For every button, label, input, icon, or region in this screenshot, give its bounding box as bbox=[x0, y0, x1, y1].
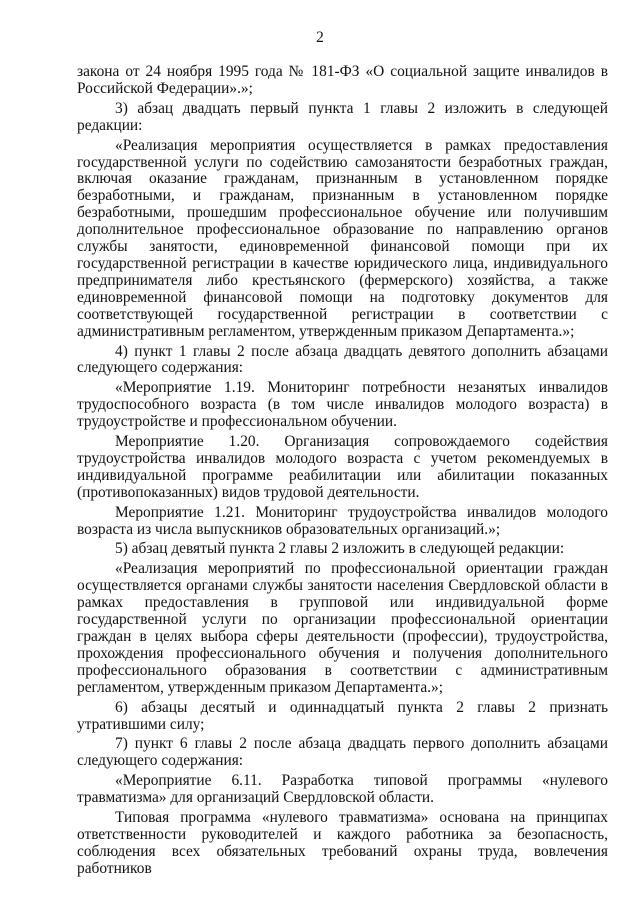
paragraph-measure-6-11: «Мероприятие 6.11. Разработка типовой программы «нулевого травматизма» для организаций Свердловской области. bbox=[77, 772, 608, 807]
paragraph-measure-1-19: «Мероприятие 1.19. Мониторинг потребности незанятых инвалидов трудоспособного возраста (в том числе инвалидов молодого возраста) в трудоустройстве и профессиональном обучении. bbox=[77, 379, 608, 431]
page-number: 2 bbox=[316, 29, 324, 46]
paragraph-law-reference: закона от 24 ноября 1995 года № 181-ФЗ «О социальной защите инвалидов в Российской Федерации».»; bbox=[77, 63, 608, 97]
document-body bbox=[77, 64, 608, 881]
paragraph-standard-program: Типовая программа «нулевого травматизма» основана на принципах ответственности руководителей и каждого работника за безопасность, соблюдения всех обязательных требований охраны труда, вовлечения работников bbox=[77, 809, 608, 877]
paragraph-measure-1-20: Мероприятие 1.20. Организация сопровождаемого содействия трудоустройства инвалидов молодого возраста с учетом рекомендуемых в индивидуальной программе реабилитации или абилитации показанных (противопоказанных) видов трудовой деятельности. bbox=[77, 433, 608, 501]
paragraph-item-4: 4) пункт 1 главы 2 после абзаца двадцать девятого дополнить абзацами следующего содержания: bbox=[77, 342, 608, 377]
paragraph-item-3: 3) абзац двадцать первый пункта 1 главы 2 изложить в следующей редакции: bbox=[77, 99, 608, 134]
paragraph-measure-1-21: Мероприятие 1.21. Мониторинг трудоустройства инвалидов молодого возраста из числа выпускников образовательных организаций.»; bbox=[77, 503, 608, 538]
paragraph-item-5-text: «Реализация мероприятий по профессиональной ориентации граждан осуществляется органами службы занятости населения Свердловской области в рамках предоставления в групповой или индивидуальной форме государственной услуги по организации профессиональной ориентации граждан в целях выбора сферы деятельности (профессии), трудоустройства, прохождения профессионального обучения и получения дополнительного профессионального образования в соответствии с административным регламентом, утвержденным приказом Департамента.»; bbox=[77, 560, 608, 696]
paragraph-item-5: 5) абзац девятый пункта 2 главы 2 изложить в следующей редакции: bbox=[115, 540, 565, 558]
paragraph-item-6: 6) абзацы десятый и одиннадцатый пункта 2 главы 2 признать утратившими силу; bbox=[77, 698, 608, 733]
paragraph-item-7: 7) пункт 6 главы 2 после абзаца двадцать первого дополнить абзацами следующего содержания: bbox=[77, 735, 608, 770]
paragraph-item-3-text: «Реализация мероприятия осуществляется в рамках предоставления государственной услуги по содействию самозанятости безработных граждан, включая оказание гражданам, признанным в установленном порядке безработными, и гражданам, признанным в установленном порядке безработными, прошедшим профессиональное обучение или получившим дополнительное профессиональное образование по направлению органов службы занятости, единовременной финансовой помощи при их государственной регистрации в качестве юридического лица, индивидуального предпринимателя либо крестьянского (фермерского) хозяйства, а также единовременной финансовой помощи на подготовку документов для соответствующей государственной регистрации в соответствии с административным регламентом, утвержденным приказом Департамента.»; bbox=[77, 136, 608, 340]
